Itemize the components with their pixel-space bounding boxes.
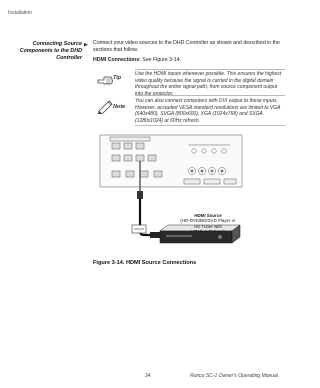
note-bottom-rule: [135, 125, 285, 126]
section-title-line-2: Components to the DHD: [19, 48, 82, 54]
hdmi-connection-diagram: [92, 127, 252, 255]
hdmi-source-label: [172, 213, 244, 235]
figure-caption: Figure 3-14. HDMI Source Connections: [93, 260, 197, 266]
hdmi-source-line-3: HDMI or DVI out): [191, 229, 225, 235]
tip-top-rule: [135, 69, 285, 70]
tip-text: Use the HDMI inputs whenever possible. This ensures the highest video quality because the signal is carried in the digital domain throughout the entire signal path, from source component output into the projector.: [135, 71, 282, 97]
section-arrow-icon: ▶: [84, 42, 88, 48]
section-title-line-3: Controller: [56, 55, 82, 61]
section-title: [10, 41, 82, 62]
note-text: You can also connect computers with DVI output to these inputs. However, accepted VESA standard resolutions are limited to VGA (640x480), SVGA (800x600), XGA (1024x768) and SXGA (1280x1024) at 60Hz refresh.: [135, 98, 281, 124]
manual-title: Runco SC-1 Owner's Operating Manual: [190, 373, 278, 379]
hdmi-connections-ref: See Figure 3-14.: [140, 57, 181, 63]
hdmi-inputs-top-row: [112, 143, 144, 149]
note-label: Note: [113, 104, 126, 110]
hdmi-source-line-1: (HD-DVD/BD/DVD Player or: [180, 218, 236, 224]
controller-rear-panel: [100, 135, 242, 187]
hdmi-connections-line: [93, 57, 181, 63]
page-number: 34: [145, 373, 151, 379]
section-title-line-1: Connecting Source: [32, 41, 82, 47]
hdmi-source-title: HDMI Source: [194, 213, 222, 218]
hdmi-connections-label: HDMI Connections:: [93, 57, 141, 63]
intro-paragraph: Connect your video sources to the DHD Controller as shown and described in the sections that follow.: [93, 40, 280, 53]
running-header: Installation: [8, 10, 32, 16]
hdmi-source-line-2: HD Tuner with: [194, 223, 222, 229]
tip-label: Tip: [113, 75, 122, 81]
tip-bottom-rule: [135, 95, 285, 96]
